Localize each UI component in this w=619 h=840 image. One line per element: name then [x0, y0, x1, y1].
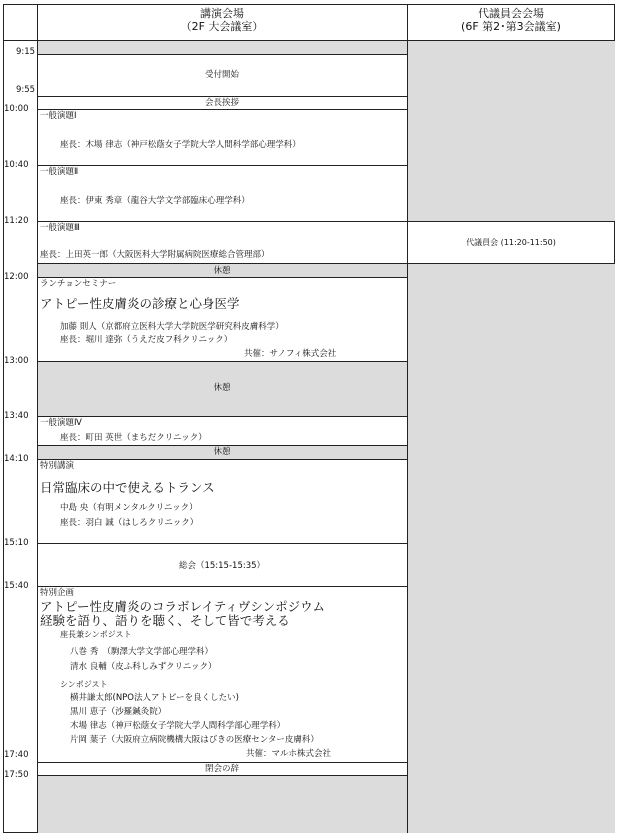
header-main-room — [37, 7, 407, 33]
time-0955: 9:55 — [16, 85, 36, 95]
general2-title: 一般演題Ⅱ — [40, 167, 79, 177]
special-project-chair1: 八巻 秀 （駒澤大学文学部心理学科） — [70, 647, 213, 657]
time-1750: 17:50 — [4, 770, 29, 780]
greeting-label: 会長挨拶 — [204, 98, 239, 108]
line-main-1200 — [37, 277, 407, 278]
break3-label: 休憩 — [213, 447, 231, 457]
lunch-label: ランチョンセミナー — [40, 279, 117, 289]
general3-chair: 座長：上田英一郎（大阪医科大学附属病院医療総合管理部） — [40, 250, 270, 260]
break2-label: 休憩 — [213, 383, 231, 393]
column-divider-time — [37, 4, 38, 833]
break1-label: 休憩 — [213, 266, 231, 276]
special-project-symp2: 黒川 恵子（沙羅鍼灸院） — [70, 707, 167, 717]
time-1040: 10:40 — [4, 160, 29, 170]
time-1340: 13:40 — [4, 411, 29, 421]
general2-chair: 座長：伊東 秀章（龍谷大学文学部臨床心理学科） — [60, 196, 250, 206]
general3-title: 一般演題Ⅲ — [40, 223, 80, 233]
time-1540: 15:40 — [4, 581, 29, 591]
general4-title: 一般演題Ⅳ — [40, 418, 82, 428]
gray-side-afternoon — [408, 264, 615, 833]
lunch-title: アトピー性皮膚炎の診療と心身医学 — [40, 296, 240, 311]
special-project-symp1: 横井謙太郎(NPO法人アトピーを良くしたい) — [70, 693, 239, 703]
time-1000: 10:00 — [4, 104, 29, 114]
header-delegate-room-name: 代議員会会場 — [478, 7, 544, 20]
special-project-chair2: 清水 良輔（皮ふ科しみずクリニック） — [70, 662, 217, 672]
time-1200: 12:00 — [4, 272, 29, 282]
special-project-sponsor: 共催：マルホ株式会社 — [246, 749, 332, 759]
line-main-1750 — [37, 775, 407, 776]
general1-title: 一般演題Ⅰ — [40, 111, 77, 121]
line-main-1740 — [37, 762, 407, 763]
line-main-1340 — [37, 416, 407, 417]
header-delegate-room-floor: (6F 第2･第3会議室) — [461, 20, 561, 33]
time-1510: 15:10 — [4, 538, 29, 548]
special-lecture-chair: 座長：羽白 誠（はしろクリニック） — [60, 518, 199, 528]
reception-label: 受付開始 — [204, 70, 239, 80]
time-1300: 13:00 — [4, 356, 29, 366]
lunch-chair: 座長：堀川 達弥（うえだ皮フ科クリニック） — [60, 335, 233, 345]
time-1120: 11:20 — [4, 216, 29, 226]
general1-chair: 座長：木場 律志（神戸松蔭女子学院大学人間科学部心理学科） — [60, 140, 301, 150]
special-project-title2: 経験を語り、語りを聴く、そして皆で考える — [40, 613, 290, 628]
general-assembly-label: 総会（15:15-15:35） — [178, 561, 266, 571]
time-0915: 9:15 — [16, 47, 36, 57]
special-lecture-label: 特別講演 — [40, 461, 75, 471]
special-project-symp-label: シンポジスト — [60, 680, 108, 689]
header-delegate-room — [407, 7, 615, 33]
gray-after-closing — [38, 776, 407, 833]
line-main-0915 — [37, 54, 407, 55]
gray-side-morning — [408, 41, 615, 222]
special-project-chair-label: 座長兼シンポジスト — [60, 630, 132, 639]
closing-label: 閉会の辞 — [204, 764, 239, 774]
line-side-1155 — [407, 263, 615, 264]
line-main-1000 — [37, 109, 407, 110]
gray-pre-reception — [38, 41, 407, 54]
special-project-label: 特別企画 — [40, 588, 75, 598]
line-main-1540 — [37, 586, 407, 587]
line-main-1155 — [37, 263, 407, 264]
lunch-speaker: 加藤 則人（京都府立医科大学大学院医学研究科皮膚科学） — [60, 322, 284, 332]
line-main-1040 — [37, 165, 407, 166]
special-project-symp4: 片岡 葉子（大阪府立病院機構大阪はびきの医療センター皮膚科） — [70, 735, 319, 745]
delegates-meeting: 代議員会 (11:20-11:50) — [466, 238, 556, 247]
special-lecture-title: 日常臨床の中で使えるトランス — [40, 480, 215, 495]
line-main-1410 — [37, 459, 407, 460]
general4-chair: 座長：町田 英世（まちだクリニック） — [60, 433, 207, 443]
header-main-room-name: 講演会場 — [200, 7, 244, 20]
lunch-sponsor: 共催：サノフィ株式会社 — [244, 349, 337, 359]
special-project-title1: アトピー性皮膚炎のコラボレイティヴシンポジウム — [40, 599, 325, 614]
special-project-symp3: 木場 律志（神戸松蔭女子学院大学人間科学部心理学科） — [70, 721, 286, 731]
line-main-1120 — [37, 221, 407, 222]
line-main-1510 — [37, 543, 407, 544]
line-main-0955 — [37, 96, 407, 97]
line-side-1120 — [407, 221, 615, 222]
time-1410: 14:10 — [4, 454, 29, 464]
time-1740: 17:40 — [4, 750, 29, 760]
line-main-1300 — [37, 361, 407, 362]
special-lecture-speaker: 中島 央（有明メンタルクリニック） — [60, 503, 198, 513]
line-main-1405 — [37, 445, 407, 446]
header-main-room-floor: （2F 大会議室） — [180, 20, 264, 33]
